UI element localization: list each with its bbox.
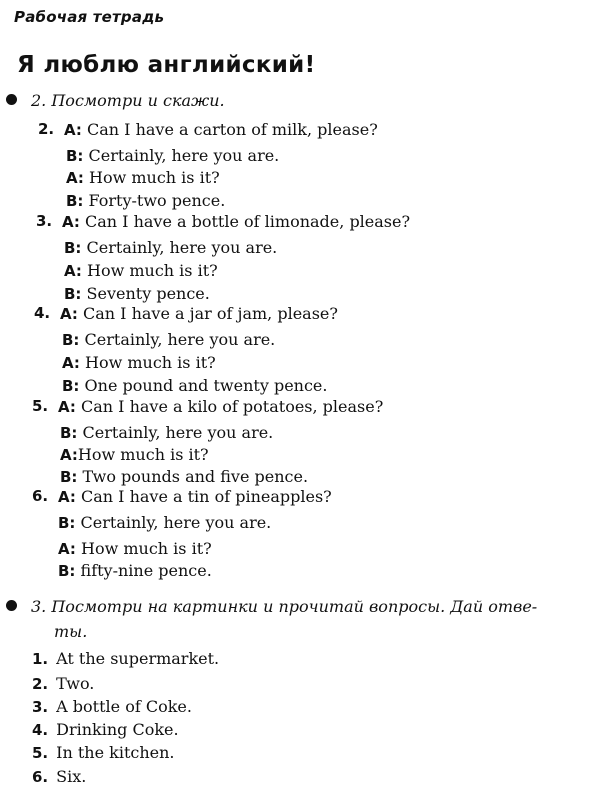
dialogue-line [62,212,410,231]
dialogue-number: 3. [36,212,53,230]
answer-item [32,674,94,693]
line-text: Certainly, here you are. [80,513,272,532]
answer-item [32,720,179,739]
speaker-label: A: [64,262,82,280]
line-text: Can I have a tin of pineapples? [80,487,332,506]
dialogue-number: 6. [32,487,49,505]
line-text: Can I have a carton of milk, please? [86,120,378,139]
answer-text: In the kitchen. [56,743,175,762]
speaker-label: A: [62,213,80,231]
dialogue-number: 4. [34,304,51,322]
answer-item [32,697,192,716]
dialogue-line [60,423,273,442]
answer-number: 5. [32,744,49,762]
speaker-label: A: [60,446,78,464]
workbook-header: Рабочая тетрадь [14,8,165,26]
dialogue-line [64,261,218,280]
speaker-label: B: [58,514,76,532]
answer-item [32,649,219,668]
answer-text: Drinking Coke. [56,720,179,739]
line-text: Certainly, here you are. [88,146,280,165]
bullet-icon [6,600,17,611]
task-3-heading [6,596,537,618]
dialogue-line [58,561,212,580]
dialogue-line [62,330,275,349]
line-text: Can I have a jar of jam, please? [82,304,338,323]
speaker-label: A: [60,305,78,323]
answer-text: A bottle of Coke. [56,697,192,716]
line-text: Seventy pence. [86,284,210,303]
dialogue-line [58,539,212,558]
line-text: How much is it? [80,539,212,558]
speaker-label: B: [62,331,80,349]
speaker-label: B: [58,562,76,580]
line-text: Certainly, here you are. [84,330,276,349]
line-text: One pound and twenty pence. [84,376,328,395]
dialogue-line [64,284,210,303]
dialogue-line [64,120,378,139]
answer-number: 3. [32,698,49,716]
bullet-icon [6,94,17,105]
line-text: Two pounds and five pence. [82,467,309,486]
speaker-label: B: [60,468,78,486]
answer-number: 1. [32,650,49,668]
answer-text: At the supermarket. [56,649,220,668]
line-text: How much is it? [86,261,218,280]
line-text: fifty-nine pence. [80,561,212,580]
speaker-label: A: [64,121,82,139]
dialogue-line [60,445,209,464]
speaker-label: A: [66,169,84,187]
answer-item [32,743,175,762]
answer-item [32,767,86,786]
dialogue-line [60,304,338,323]
speaker-label: B: [62,377,80,395]
line-text: How much is it? [77,445,209,464]
answer-number: 6. [32,768,49,786]
dialogue-number: 2. [38,120,55,138]
line-text: How much is it? [88,168,220,187]
speaker-label: A: [62,354,80,372]
dialogue-line [66,146,279,165]
speaker-label: B: [60,424,78,442]
speaker-label: B: [66,147,84,165]
answer-number: 4. [32,721,49,739]
dialogue-line [58,513,271,532]
speaker-label: B: [64,239,82,257]
dialogue-line [64,238,277,257]
task-3-label: 3. Посмотри на картинки и прочитай вопросы. Дай отве- [31,597,538,616]
dialogue-line [62,353,216,372]
answer-number: 2. [32,675,49,693]
dialogue-line [60,467,308,486]
line-text: Can I have a bottle of limonade, please? [84,212,411,231]
line-text: Certainly, here you are. [82,423,274,442]
task-2-heading [6,90,225,112]
speaker-label: A: [58,398,76,416]
answer-text: Two. [56,674,95,693]
line-text: How much is it? [84,353,216,372]
dialogue-line [66,168,220,187]
speaker-label: B: [66,192,84,210]
speaker-label: A: [58,488,76,506]
dialogue-number: 5. [32,397,49,415]
line-text: Certainly, here you are. [86,238,278,257]
dialogue-line [62,376,327,395]
speaker-label: A: [58,540,76,558]
task-3-label-continued: ты. [54,622,88,641]
dialogue-line [58,487,332,506]
answer-text: Six. [56,767,87,786]
task-2-label: 2. Посмотри и скажи. [31,91,225,110]
dialogue-line [66,191,225,210]
page-title: Я люблю английский! [17,52,316,78]
line-text: Can I have a kilo of potatoes, please? [80,397,384,416]
speaker-label: B: [64,285,82,303]
dialogue-line [58,397,383,416]
line-text: Forty-two pence. [88,191,226,210]
